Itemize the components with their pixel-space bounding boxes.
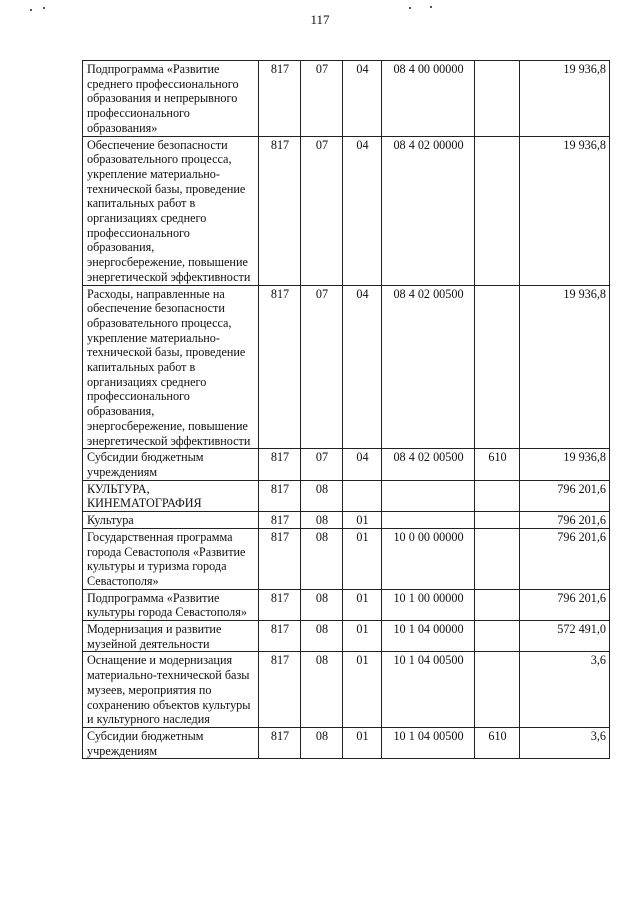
target-code [382,512,475,529]
section-code: 07 [301,61,343,137]
row-name: Подпрограмма «Развитие среднего профессионального образования и непрерывного профессионального образования» [83,61,259,137]
section-code: 08 [301,480,343,511]
subsection-code: 01 [343,621,382,652]
target-code: 08 4 02 00500 [382,285,475,449]
amount: 3,6 [520,652,610,728]
row-name: Подпрограмма «Развитие культуры города Севастополя» [83,589,259,620]
expense-type-code [475,61,520,137]
expense-type-code: 610 [475,449,520,480]
target-code: 08 4 02 00000 [382,136,475,285]
section-code: 08 [301,652,343,728]
table-row [83,727,610,758]
amount: 796 201,6 [520,512,610,529]
subsection-code: 01 [343,528,382,589]
subsection-code: 04 [343,285,382,449]
subsection-code: 01 [343,652,382,728]
admin-code: 817 [259,528,301,589]
row-name: Обеспечение безопасности образовательного процесса, укрепление материально-технической базы, проведение капитальных работ в организациях среднего профессионального образования, энергосбережение, повышение энергетической эффективности [83,136,259,285]
admin-code: 817 [259,136,301,285]
expense-type-code [475,589,520,620]
row-name: Расходы, направленные на обеспечение безопасности образовательного процесса, укрепление материально-технической базы, проведение капитальных работ в организациях среднего профессионального образования, энергосбережение, повышение энергетической эффективности [83,285,259,449]
table-row [83,528,610,589]
expense-type-code [475,512,520,529]
expense-type-code [475,621,520,652]
section-code: 07 [301,285,343,449]
subsection-code [343,480,382,511]
admin-code: 817 [259,61,301,137]
target-code: 10 1 04 00000 [382,621,475,652]
amount: 796 201,6 [520,589,610,620]
target-code: 10 1 04 00500 [382,652,475,728]
amount: 796 201,6 [520,480,610,511]
subsection-code: 04 [343,61,382,137]
row-name: Государственная программа города Севастополя «Развитие культуры и туризма города Севастополя» [83,528,259,589]
admin-code: 817 [259,727,301,758]
row-name: Субсидии бюджетным учреждениям [83,449,259,480]
expense-type-code [475,528,520,589]
section-code: 08 [301,589,343,620]
amount: 19 936,8 [520,449,610,480]
section-code: 08 [301,512,343,529]
subsection-code: 04 [343,449,382,480]
amount: 796 201,6 [520,528,610,589]
admin-code: 817 [259,589,301,620]
admin-code: 817 [259,449,301,480]
table-row [83,589,610,620]
expense-type-code: 610 [475,727,520,758]
amount: 19 936,8 [520,61,610,137]
amount: 19 936,8 [520,136,610,285]
target-code: 10 1 04 00500 [382,727,475,758]
table-row [83,480,610,511]
row-name: КУЛЬТУРА, КИНЕМАТОГРАФИЯ [83,480,259,511]
row-name: Модернизация и развитие музейной деятельности [83,621,259,652]
section-code: 08 [301,727,343,758]
budget-table [82,60,610,759]
target-code: 10 1 00 00000 [382,589,475,620]
subsection-code: 04 [343,136,382,285]
target-code: 08 4 02 00500 [382,449,475,480]
expense-type-code [475,285,520,449]
subsection-code: 01 [343,512,382,529]
expense-type-code [475,136,520,285]
table-row [83,621,610,652]
subsection-code: 01 [343,727,382,758]
target-code [382,480,475,511]
table-row [83,652,610,728]
expense-type-code [475,652,520,728]
section-code: 08 [301,528,343,589]
row-name: Оснащение и модернизация материально-технической базы музеев, мероприятия по сохранению объектов культуры и культурного наследия [83,652,259,728]
expense-type-code [475,480,520,511]
section-code: 07 [301,449,343,480]
page-number: 117 [310,12,330,27]
scan-speck [30,9,32,11]
table-row [83,61,610,137]
admin-code: 817 [259,621,301,652]
admin-code: 817 [259,285,301,449]
amount: 572 491,0 [520,621,610,652]
scan-speck [430,6,432,8]
admin-code: 817 [259,512,301,529]
row-name: Субсидии бюджетным учреждениям [83,727,259,758]
amount: 19 936,8 [520,285,610,449]
table-row [83,449,610,480]
target-code: 10 0 00 00000 [382,528,475,589]
scan-speck [43,7,45,9]
row-name: Культура [83,512,259,529]
section-code: 07 [301,136,343,285]
target-code: 08 4 00 00000 [382,61,475,137]
section-code: 08 [301,621,343,652]
table-row [83,136,610,285]
admin-code: 817 [259,652,301,728]
amount: 3,6 [520,727,610,758]
scan-speck [409,7,411,9]
table-row [83,512,610,529]
table-row [83,285,610,449]
admin-code: 817 [259,480,301,511]
subsection-code: 01 [343,589,382,620]
